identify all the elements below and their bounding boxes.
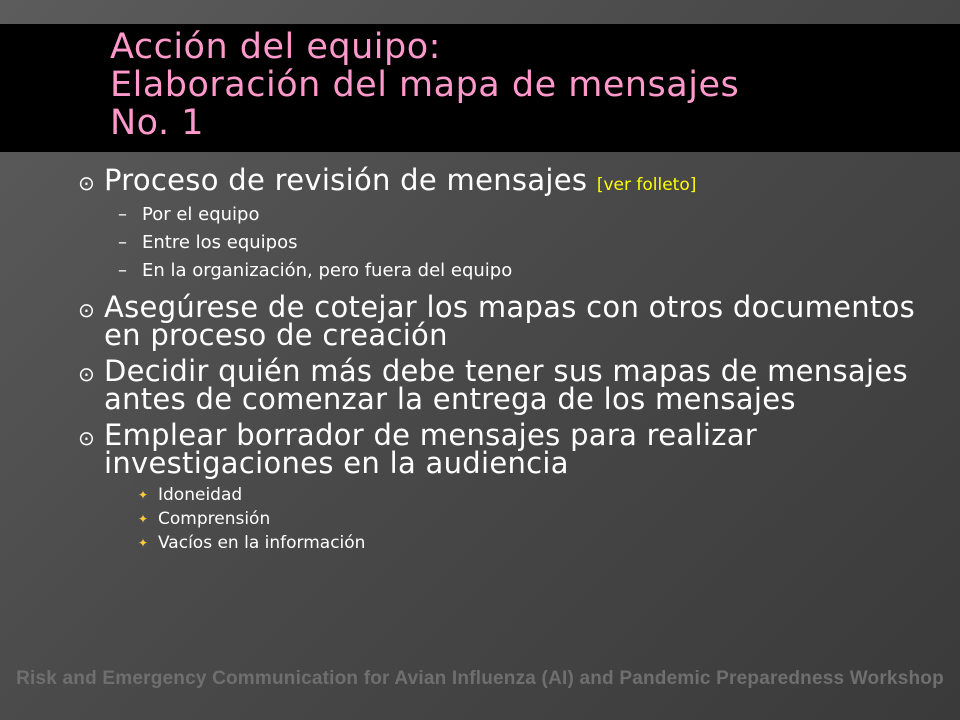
bullet-item (78, 354, 938, 416)
sub-sub-item-text: Vacíos en la información (158, 533, 366, 553)
sub-item (118, 203, 938, 227)
sub-item-text: Por el equipo (142, 204, 260, 225)
workshop-footer: Risk and Emergency Communication for Avian Influenza (AI) and Pandemic Preparedness Workshop (16, 668, 944, 689)
dash-marker: – (118, 260, 127, 281)
bullet-item (78, 418, 938, 480)
slide-body (78, 163, 938, 555)
sub-sub-item-text: Idoneidad (158, 485, 243, 505)
slide-title (110, 28, 950, 142)
bullet-text: Proceso de revisión de mensajes (104, 163, 588, 197)
title-line-3: No. 1 (110, 103, 204, 143)
bullet-item (78, 290, 938, 352)
sub-sub-item (138, 531, 938, 555)
title-line-1: Acción del equipo: (110, 27, 441, 67)
circled-dot-icon: ⊙ (78, 426, 96, 450)
circled-dot-icon: ⊙ (78, 171, 96, 195)
sub-item (118, 231, 938, 255)
bullet-item (78, 163, 938, 199)
four-point-star-icon: ✦ (138, 536, 149, 550)
four-point-star-icon: ✦ (138, 512, 149, 526)
circled-dot-icon: ⊙ (78, 298, 96, 322)
sub-sub-item (138, 483, 938, 507)
handout-note: [ver folleto] (596, 175, 697, 195)
dash-marker: – (118, 204, 127, 225)
sub-sub-item-text: Comprensión (158, 509, 271, 529)
bullet-text: Emplear borrador de mensajes para realizar investigaciones en la audiencia (104, 418, 758, 480)
four-point-star-icon: ✦ (138, 488, 149, 502)
sub-item-text: En la organización, pero fuera del equipo (142, 260, 513, 281)
circled-dot-icon: ⊙ (78, 362, 96, 386)
bullet-text: Decidir quién más debe tener sus mapas de mensajes antes de comenzar la entrega de los mensajes (104, 354, 908, 416)
bullet-text: Asegúrese de cotejar los mapas con otros documentos en proceso de creación (104, 290, 916, 352)
sub-item (118, 259, 938, 283)
sub-item-text: Entre los equipos (142, 232, 298, 253)
sub-sub-item (138, 507, 938, 531)
title-line-2: Elaboración del mapa de mensajes (110, 65, 740, 105)
dash-marker: – (118, 232, 127, 253)
